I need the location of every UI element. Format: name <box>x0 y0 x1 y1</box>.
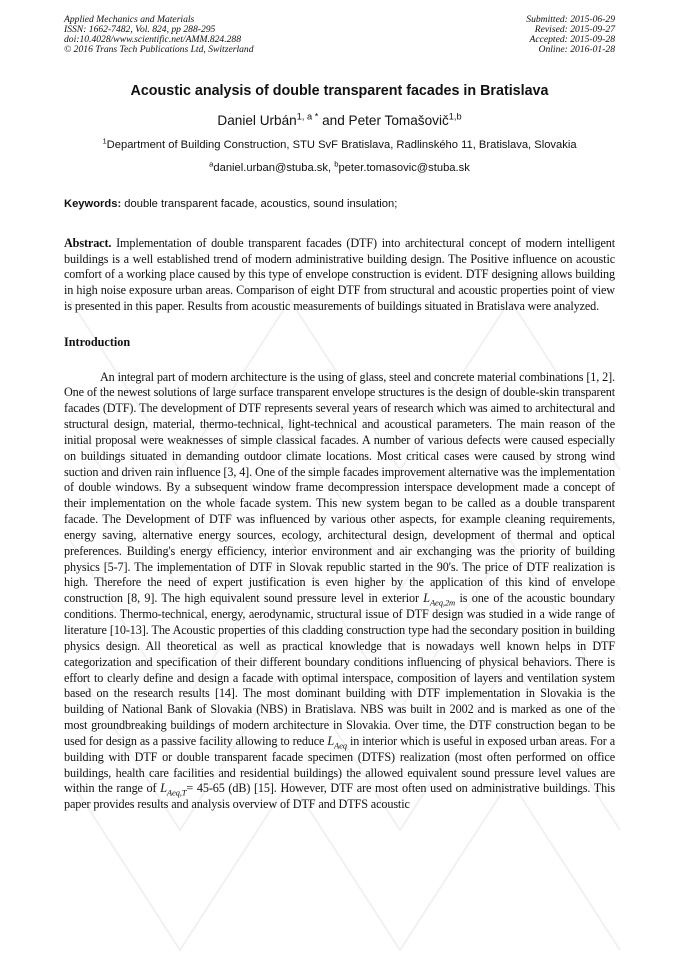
email-b-mark: b <box>334 159 339 169</box>
publication-dates <box>526 15 615 55</box>
author-separator: and <box>318 113 349 128</box>
online-date: Online: 2016-01-28 <box>538 44 615 55</box>
intro-text-part-4: = 45-65 (dB) [15]. However, DTF are most often used on administrative buildings. This paper provides results and analysis overview of DTF and DTFS acoustic <box>64 781 615 812</box>
intro-text-part-2: is one of the acoustic boundary conditions. Thermo-technical, energy, aerodynamic, structural issue of DTF design was studied in a wide range of literature [10-13]. The Acoustic properties of this cladding construction type had the secondary position in building physics design. All theoretical as well as practical knowledge that is nowadays well known helps in DTF categorization and specification of their different boundary conditions influencing of physical behaviors. There is effort to clearly define and design a facade with optimal interspace, composition of layers and ventilation system based on the research results [14]. The most dominant building with DTF implementation in Slovakia is the building of National Bank of Slovakia (NBS) in Bratislava. NBS was built in 2002 and is marked as one of the most groundbreaking buildings of modern architecture in Slovakia. Over time, the DTF construction began to be used for design as a passive facility allowing to reduce <box>64 591 615 748</box>
symbol-laeq-sub: Aeq <box>334 740 347 751</box>
abstract-text: Implementation of double transparent facades (DTF) into architectural concept of modern intelligent buildings is a well established trend of modern administrative building design. The Positive influence on acoustic comfort of a working place caused by this type of envelope construction is evident. DTF designing allows building in high noise exposure urban areas. Comparison of eight DTF from structural and acoustic properties point of view is presented in this paper. Results from acoustic measurements of buildings situated in Bratislava were analyzed. <box>64 236 615 313</box>
author-emails <box>64 161 615 175</box>
intro-text-part-3: in interior which is useful in exposed urban areas. For a building with DTF or double transparent facade specimen (DTFS) realization (most often performed on office buildings, health care facilities and residential buildings) the allowed equivalent sound pressure level values are within the range of <box>64 733 615 796</box>
author-2-affiliation-mark: 1,b <box>448 111 462 122</box>
author-2: Peter Tomašovič <box>348 113 449 128</box>
affiliation-mark: 1 <box>102 136 107 146</box>
section-heading-introduction: Introduction <box>64 334 131 349</box>
symbol-laeq-2m-main: L <box>423 591 430 606</box>
affiliation <box>64 138 615 152</box>
symbol-laeq <box>327 733 347 751</box>
journal-info <box>64 15 254 55</box>
keywords <box>64 197 615 211</box>
email-separator: , <box>328 162 335 174</box>
affiliation-text: Department of Building Construction, STU SvF Bratislava, Radlinského 11, Bratislava, Slovakia <box>106 139 577 151</box>
abstract-label: Abstract. <box>64 236 112 250</box>
paper-title: Acoustic analysis of double transparent facades in Bratislava <box>130 83 549 99</box>
symbol-laeq-main: L <box>327 733 335 748</box>
copyright: © 2016 Trans Tech Publications Ltd, Switzerland <box>64 44 254 55</box>
submitted-date: Submitted: 2015-06-29 <box>526 14 615 25</box>
abstract <box>64 236 615 315</box>
doi[interactable]: doi:10.4028/www.scientific.net/AMM.824.288 <box>64 34 242 45</box>
symbol-laeq-t-sub: Aeq,T <box>166 787 187 798</box>
author-list <box>64 112 615 130</box>
keywords-text: double transparent facade, acoustics, sound insulation; <box>121 198 398 210</box>
accepted-date: Accepted: 2015-09-28 <box>529 34 615 45</box>
paper-page <box>64 15 615 813</box>
author-1: Daniel Urbán <box>217 113 297 128</box>
email-b[interactable]: peter.tomasovic@stuba.sk <box>338 162 470 174</box>
keywords-label: Keywords: <box>64 198 122 210</box>
intro-text-part-1: An integral part of modern architecture is the using of glass, steel and concrete material combinations [1, 2]. One of the newest solutions of large surface transparent envelope structures is the design of double-skin transparent facades (DTF). The development of DTF represents several years of research which was aimed to architectural and structural design, material, thermo-technical, light-technical and acoustical parameters. The main reason of the initial proposal were weaknesses of simple classical facades. A number of various defects were caused especially on buildings situated in demanding outdoor climate locations. Most critical cases were caused by strong wind suction and driven rain influence [3, 4]. One of the simple facades improvement alternative was the implementation of double windows. By a subsequent window frame decompression interspace development made a concept of their implementation on the whole facade system. This new system began to be called as a double transparent facade. The Development of DTF was influenced by various other aspects, for example cleaning requirements, energy saving, alternative energy sources, ecology, architectural design, development of thermal and optical preferences. Building's energy efficiency, interior environment and air exchanging was the priority of building physics [5-7]. The implementation of DTF in Slovak republic started in the 90's. The price of DTF realization is high. Therefore the need of expert justification is even higher by the application of this kind of envelope construction [8, 9]. The high equivalent sound pressure level in exterior <box>64 369 615 606</box>
symbol-laeq-2m-sub: Aeq,2m <box>429 597 456 608</box>
symbol-laeq-t-main: L <box>160 781 167 796</box>
symbol-laeq-t <box>160 781 187 798</box>
introduction-paragraph <box>64 370 615 814</box>
issn: ISSN: 1662-7482, Vol. 824, pp 288-295 <box>64 24 216 35</box>
symbol-laeq-2m <box>423 591 456 608</box>
journal-name: Applied Mechanics and Materials <box>64 14 195 25</box>
publication-header <box>64 15 615 55</box>
email-a-mark: a <box>209 159 214 169</box>
author-1-affiliation-mark: 1, a * <box>296 111 319 122</box>
email-a[interactable]: daniel.urban@stuba.sk <box>213 162 328 174</box>
revised-date: Revised: 2015-09-27 <box>534 24 615 35</box>
